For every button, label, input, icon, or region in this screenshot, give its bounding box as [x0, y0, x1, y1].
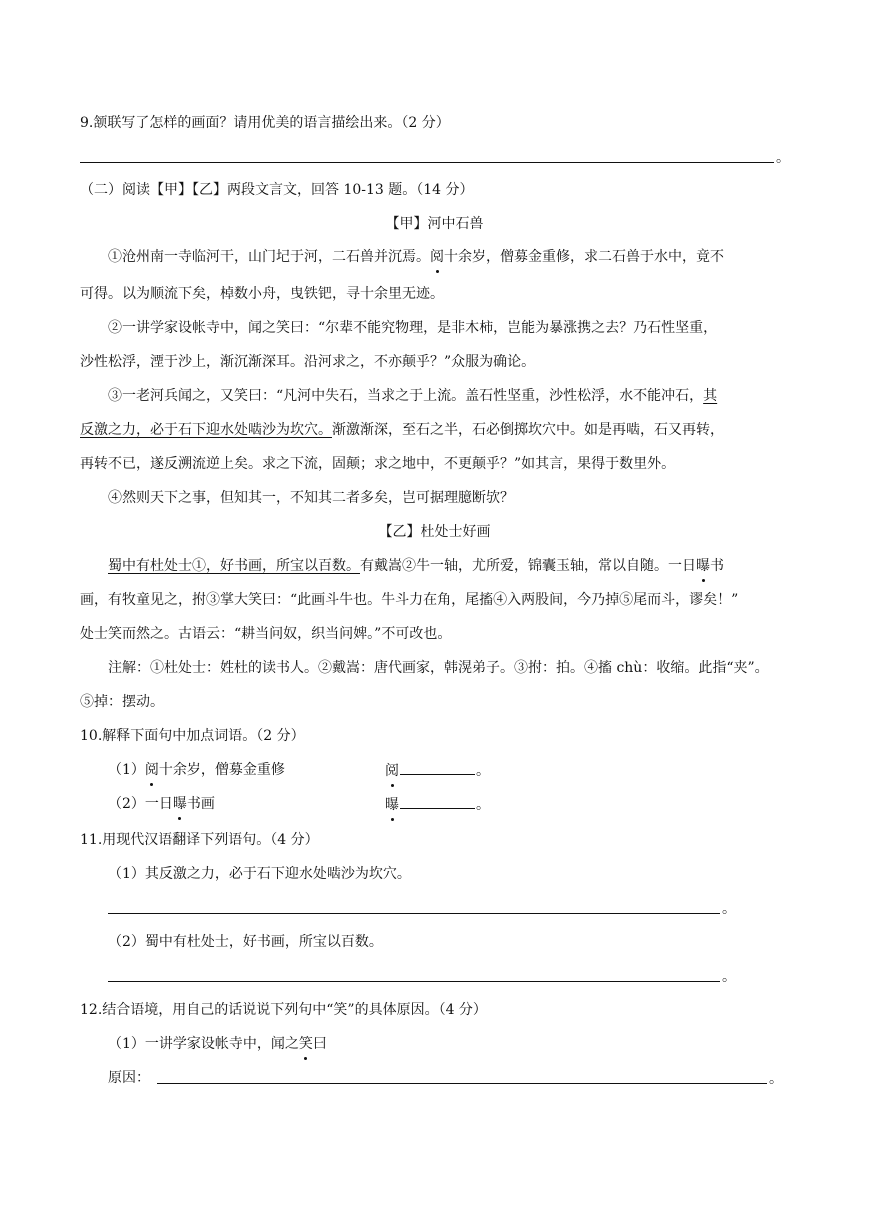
passage-a-p4: ④然则天下之事，但知其一，不知其二者多矣，岂可据理臆断欤？ [108, 490, 514, 506]
q10-title: 10.解释下面句中加点词语。（2 分） [80, 728, 305, 744]
q10-answer1-char: 阅 [385, 763, 399, 779]
passage-a-p3-line2 [80, 420, 724, 440]
passage-a-p1-start: ①沧州南一寺临河干，山门圮于河，二石兽并沉焉。 [108, 249, 430, 265]
q10-answer2 [385, 794, 490, 815]
q12-item1-end: 曰 [312, 1036, 327, 1052]
q11-item1: （1）其反激之力，必于石下迎水处啮沙为坎穴。 [108, 866, 411, 882]
passage-a-p3-rest: 渐激渐深，至石之半，石必倒掷坎穴中。如是再啮，石又再转， [332, 422, 724, 438]
passage-b-note1: 注解：①杜处士：姓杜的读书人。②戴嵩：唐代画家，韩滉弟子。③拊：拍。④搐 chù：收缩。此指“夹”。 [108, 660, 769, 676]
q12-reason-label: 原因： [108, 1070, 150, 1086]
q10-item2-num: （2）一日 [108, 796, 173, 812]
q10-item1 [108, 760, 285, 780]
passage-b-p1-line2: 画，有牧童见之，拊③掌大笑曰：“此画斗牛也。牛斗力在角，尾搐④入两股间，今乃掉⑤尾而斗，谬矣！” [80, 592, 739, 608]
section2-intro: （二）阅读【甲】【乙】两段文言文，回答 10-13 题。（14 分） [80, 182, 474, 198]
passage-b-p1-end: 书 [710, 558, 724, 574]
q9-answer-line[interactable] [80, 162, 774, 163]
q10-answer1 [385, 760, 490, 781]
passage-b-p1-line1 [108, 556, 724, 576]
q9-question: 9.颔联写了怎样的画面？请用优美的语言描绘出来。（2 分） [80, 115, 450, 131]
passage-a-p3-line1 [108, 386, 717, 406]
dotted-char-pu: 曝 [172, 796, 187, 812]
passage-a-p1-line2: 可得。以为顺流下矣，棹数小舟，曳铁钯，寻十余里无迹。 [80, 286, 444, 302]
dotted-char-yue: 阅 [144, 762, 159, 778]
dotted-char-xiao: 笑 [298, 1036, 313, 1052]
q10-item1-num: （1） [108, 762, 145, 778]
passage-a-title: 【甲】河中石兽 [385, 216, 484, 232]
q10-item2-text: 书画 [186, 796, 215, 812]
q11-title: 11.用现代汉语翻译下列语句。（4 分） [80, 832, 319, 848]
q11-answer1-end: 。 [722, 901, 736, 917]
passage-b-p1-mid: 有戴嵩②牛一轴，尤所爱，锦囊玉轴，常以自随。一日 [360, 558, 696, 574]
q11-answer2-end: 。 [722, 969, 736, 985]
passage-b-p1-line3: 处士笑而然之。古语云：“耕当问奴，织当问婢。”不可改也。 [80, 626, 452, 642]
q11-answer2-line[interactable] [108, 981, 720, 982]
passage-a-p2-line2: 沙性松浮，湮于沙上，渐沉渐深耳。沿河求之，不亦颠乎？”众服为确论。 [80, 354, 536, 370]
underlined-text: 蜀中有杜处士①，好书画，所宝以百数。 [108, 558, 360, 574]
passage-a-p3-line3: 再转不已，遂反溯流逆上矣。求之下流，固颠；求之地中，不更颠乎？”如其言，果得于数里外。 [80, 456, 676, 472]
passage-b-note2: ⑤掉：摆动。 [80, 694, 164, 710]
dotted-char-yue: 阅 [430, 249, 444, 265]
passage-a-p1-line1 [108, 247, 724, 267]
q12-item1 [108, 1034, 327, 1054]
q10-answer2-blank[interactable] [400, 794, 475, 809]
q11-item2: （2）蜀中有杜处士，好书画，所宝以百数。 [108, 934, 383, 950]
q10-answer1-end: 。 [476, 763, 490, 779]
passage-b-title: 【乙】杜处士好画 [378, 524, 491, 540]
underlined-text: 反激之力，必于石下迎水处啮沙为坎穴。 [80, 422, 332, 438]
q12-reason-end: 。 [769, 1071, 783, 1087]
q11-answer1-line[interactable] [108, 913, 720, 914]
q10-item1-text: 十余岁，僧募金重修 [158, 762, 285, 778]
q12-item1-start: （1）一讲学家设帐寺中，闻之 [108, 1036, 299, 1052]
passage-a-p2-line1: ②一讲学家设帐寺中，闻之笑曰：“尔辈不能究物理，是非木柿，岂能为暴涨携之去？乃石性坚重， [108, 320, 718, 336]
q10-answer2-end: 。 [476, 797, 490, 813]
q10-item2 [108, 794, 215, 814]
q10-answer2-char: 曝 [385, 797, 399, 813]
q10-answer1-blank[interactable] [400, 760, 475, 775]
underlined-text: 其 [703, 388, 718, 404]
dotted-char-pu: 曝 [696, 558, 710, 574]
passage-a-p3-start: ③一老河兵闻之，又笑曰：“凡河中失石，当求之于上流。盖石性坚重，沙性松浮，水不能冲石， [108, 388, 704, 404]
q9-answer-end: 。 [776, 150, 790, 166]
q12-reason-line[interactable] [157, 1083, 767, 1084]
q12-title: 12.结合语境，用自己的话说说下列句中“笑”的具体原因。（4 分） [80, 1002, 487, 1018]
passage-a-p1-rest: 十余岁，僧募金重修，求二石兽于水中，竟不 [444, 249, 724, 265]
